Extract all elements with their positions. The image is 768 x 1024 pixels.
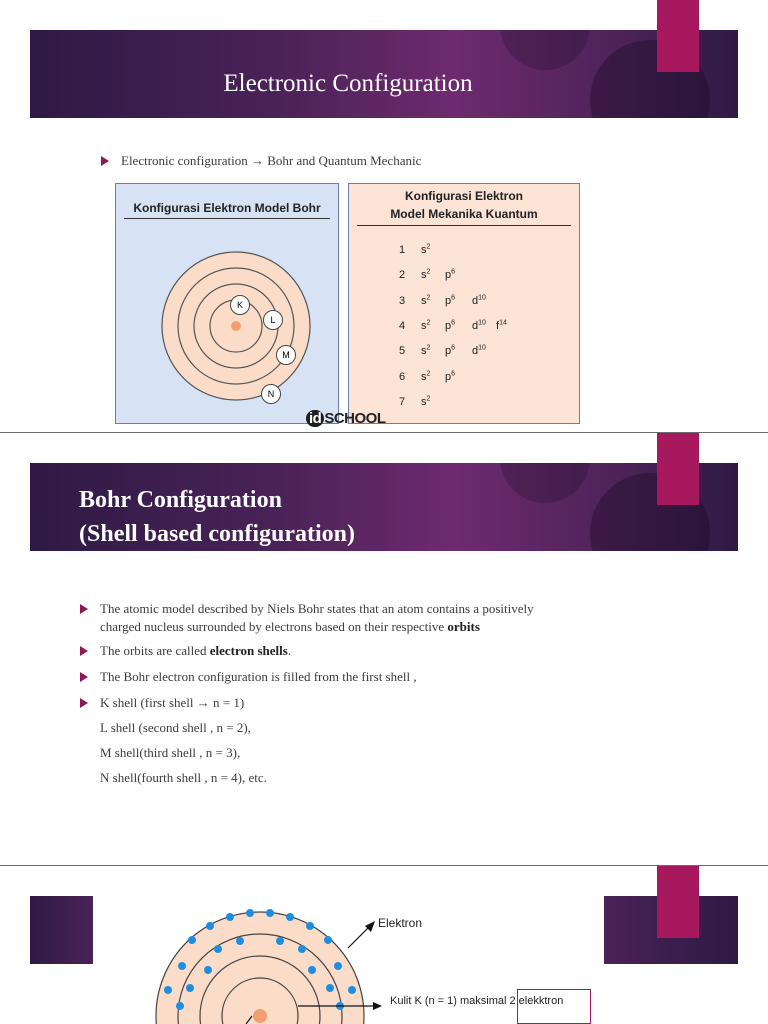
qm-cell: $d^{10}$: [472, 319, 486, 332]
bohr-atom-diagram: [116, 224, 338, 424]
highlight-box: [517, 989, 591, 1024]
shell-label-n: N: [261, 384, 281, 404]
qm-cell: $p^6$: [445, 293, 456, 307]
qm-cell: $p^6$: [445, 344, 456, 358]
bullet-3: The Bohr electron configuration is filled from the first shell ,: [100, 669, 417, 684]
bullet-1-line-1: The atomic model described by Niels Bohr states that an atom contains a positively: [100, 601, 534, 616]
qm-cell: $s^2$: [421, 395, 431, 408]
qm-cell: 6: [399, 370, 406, 383]
bohr-model-panel: [115, 183, 339, 424]
slide-3: [0, 866, 768, 1024]
quantum-model-panel: [348, 183, 580, 424]
left-banner-block: [30, 896, 93, 964]
qm-cell: $d^{10}$: [472, 344, 486, 358]
bullet-arrow-icon: [80, 604, 88, 614]
qm-cell: $s^2$: [421, 344, 431, 358]
qm-panel-title-2: Model Mekanika Kuantum: [390, 207, 538, 221]
bullet-arrow-icon: [80, 698, 88, 708]
bullet-1-line-2: charged nucleus surrounded by electrons based on their respective orbits: [100, 619, 480, 634]
qm-cell: $s^2$: [421, 243, 431, 256]
label-electron: Elektron: [378, 916, 423, 930]
nucleus: [231, 321, 241, 331]
bohr-panel-title: Konfigurasi Elektron Model Bohr: [133, 201, 321, 215]
qm-cell: 3: [399, 294, 406, 307]
qm-cell: $d^{10}$: [472, 293, 486, 307]
label-shell-k: Kulit K (n = 1) maksimal 2 elekktron: [390, 995, 564, 1007]
slide-title: Electronic Configuration: [223, 70, 473, 97]
qm-cell: $s^2$: [421, 268, 431, 282]
accent-tab: [657, 866, 699, 938]
nucleus: [253, 1009, 267, 1023]
bullet-2: The orbits are called electron shells.: [100, 643, 292, 658]
bullet-arrow-icon: [80, 672, 88, 682]
qm-cell: $s^2$: [421, 369, 431, 383]
bullet-4-line-2: L shell (second shell , n = 2),: [100, 720, 251, 735]
qm-cell: $p^6$: [445, 319, 456, 332]
idschool-logo: id SCHOOL: [306, 410, 386, 427]
qm-cell: 7: [399, 395, 406, 408]
qm-cell: $s^2$: [421, 293, 431, 307]
slide-title-line-1: Bohr Configuration: [79, 487, 282, 513]
panel-title-underline: [124, 218, 330, 219]
qm-title-underline: [357, 225, 571, 226]
bullet-4-line-4: N shell(fourth shell , n = 4), etc.: [100, 770, 267, 785]
accent-tab: [657, 433, 699, 505]
qm-panel-title-1: Konfigurasi Elektron: [404, 189, 523, 203]
bullet-arrow-icon: [101, 156, 109, 166]
slide-title-line-2: (Shell based configuration): [79, 521, 356, 547]
qm-cell: 5: [399, 345, 406, 358]
slide-2: [0, 433, 768, 865]
qm-cell: $s^2$: [421, 319, 431, 332]
bullet-4-line-3: M shell(third shell , n = 3),: [100, 745, 241, 760]
qm-cell: $f^{14}$: [496, 319, 507, 332]
shell-label-m: M: [276, 345, 296, 365]
qm-cell: 2: [399, 269, 406, 282]
bullet-text: Electronic configuration → Bohr and Quantum Mechanic: [121, 153, 422, 168]
qm-cell: $p^6$: [445, 268, 456, 282]
accent-tab-top: [657, 0, 699, 72]
qm-cell: 1: [399, 244, 406, 256]
slide-1: [0, 0, 768, 432]
shell-label-l: L: [263, 310, 283, 330]
qm-cell: $p^6$: [445, 369, 456, 383]
bullet-arrow-icon: [80, 646, 88, 656]
qm-cell: 4: [399, 319, 406, 332]
shell-label-k: K: [230, 295, 250, 315]
bullet-4: K shell (first shell → n = 1): [100, 695, 245, 710]
